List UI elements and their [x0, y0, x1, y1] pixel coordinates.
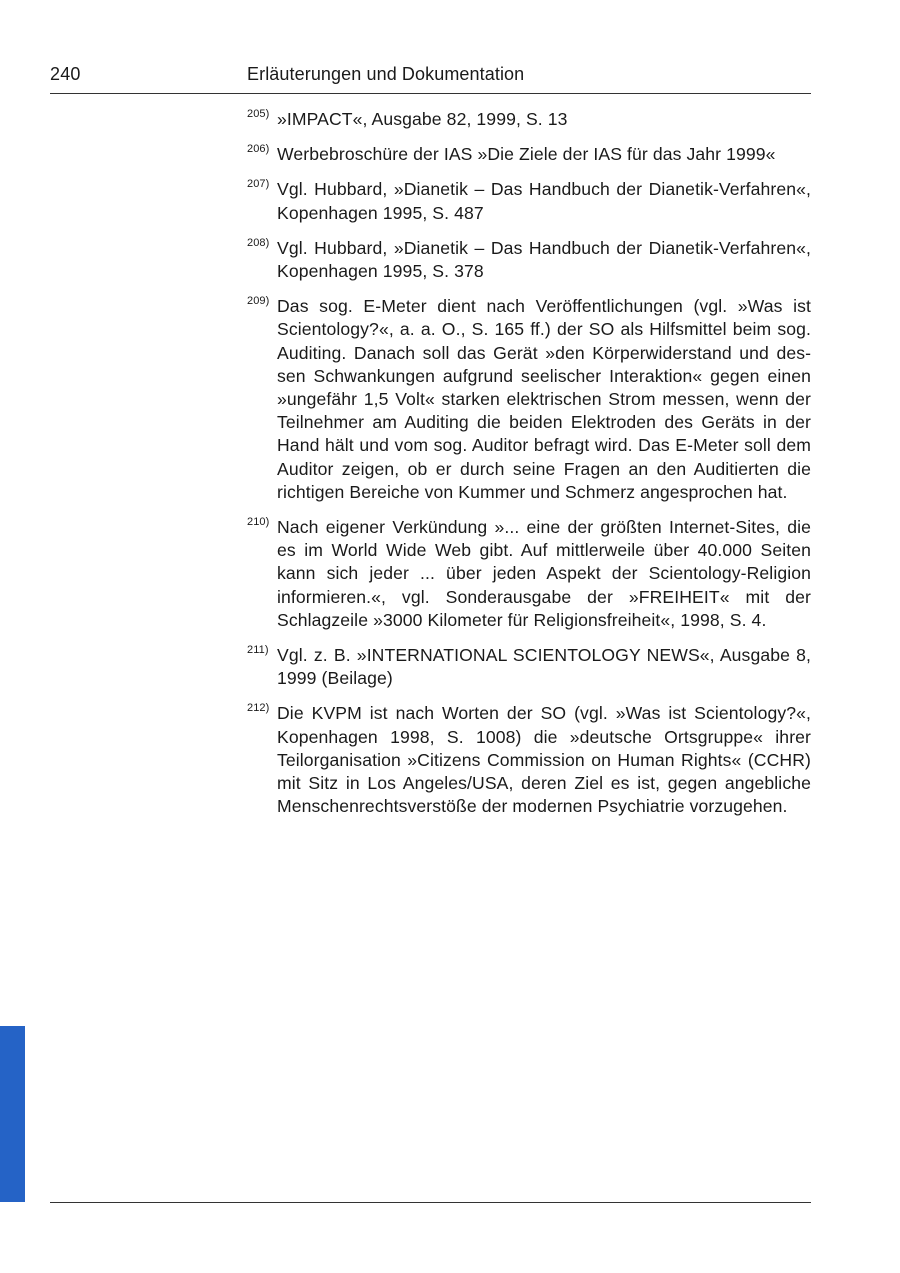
- footnote-211: [247, 644, 811, 690]
- footnote-text: Nach eigener Verkündung »... eine der größten Internet-Sites, die es im World Wide Web gibt. Auf mittlerweile über 40.000 Seiten kann sich jeder ... über jeden Aspekt der Scientology-Religion informieren.«, vgl. Sonderausgabe der »FREIHEIT« mit der Schlagzeile »3000 Kilometer für Religionsfreiheit«, 1998, S. 4.: [277, 517, 811, 630]
- footnote-206: [247, 143, 811, 166]
- footnote-text: Vgl. z. B. »INTERNATIONAL SCIENTOLOGY NEWS«, Ausgabe 8, 1999 (Beilage): [277, 645, 811, 689]
- footnote-number: 211): [247, 644, 269, 657]
- chapter-side-tab: [0, 1026, 25, 1202]
- footnote-number: 212): [247, 702, 270, 715]
- page-header: [50, 62, 811, 94]
- footnote-number: 206): [247, 143, 270, 156]
- footnote-205: [247, 108, 811, 131]
- footnote-text: Vgl. Hubbard, »Dianetik – Das Handbuch der Dianetik-Verfahren«, Kopenhagen 1995, S. 487: [277, 179, 811, 223]
- footnotes-list: [247, 108, 811, 830]
- footnote-209: [247, 295, 811, 504]
- footnote-207: [247, 178, 811, 224]
- page-number: 240: [50, 64, 81, 84]
- footnote-210: [247, 516, 811, 632]
- footnote-text: Vgl. Hubbard, »Dianetik – Das Handbuch der Dianetik-Verfahren«, Kopenhagen 1995, S. 378: [277, 237, 811, 282]
- footnote-number: 209): [247, 295, 270, 308]
- footnote-208: [247, 237, 811, 283]
- footnote-text: »IMPACT«, Ausgabe 82, 1999, S. 13: [277, 109, 568, 129]
- footnote-212: [247, 702, 811, 818]
- footnote-number: 210): [247, 516, 270, 529]
- footnote-number: 208): [247, 236, 270, 249]
- footnote-number: 205): [247, 108, 270, 120]
- footnote-number: 207): [247, 178, 270, 191]
- running-title: Erläuterungen und Dokumentation: [247, 64, 525, 84]
- footnote-text: Die KVPM ist nach Worten der SO (vgl. »Was ist Scientology?«, Kopenhagen 1998, S. 1008) die »deutsche Ortsgruppe« ihrer Teilorganisation »Citizens Commission on Human Rights« (CCHR) mit Sitz in Los Angeles/USA, deren Ziel es ist, gegen angebliche Menschenrechtsverstöße der modernen Psychiatrie vorzugehen.: [277, 703, 811, 817]
- footnote-text: Das sog. E-Meter dient nach Veröffentlichungen (vgl. »Was ist Scientology?«, a. a. O., S. 165 ff.) der SO als Hilfsmittel beim sog. Auditing. Danach soll das Gerät »den Körperwiderstand und dessen Schwankungen aufgrund seelischer Interaktion« gegen einen »ungefähr 1,5 Volt« starken elektrischen Strom messen, wenn der Teilnehmer am Auditing die beiden Elektroden des Geräts in der Hand hält und vom sog. Auditor befragt wird. Das E-Meter soll dem Auditor zeigen, ob er durch seine Fragen an den Auditierten die richtigen Bereiche von Kummer und Schmerz angesprochen hat.: [277, 296, 811, 502]
- footnote-text: Werbebroschüre der IAS »Die Ziele der IAS für das Jahr 1999«: [277, 144, 776, 165]
- footer-rule: [50, 1202, 811, 1203]
